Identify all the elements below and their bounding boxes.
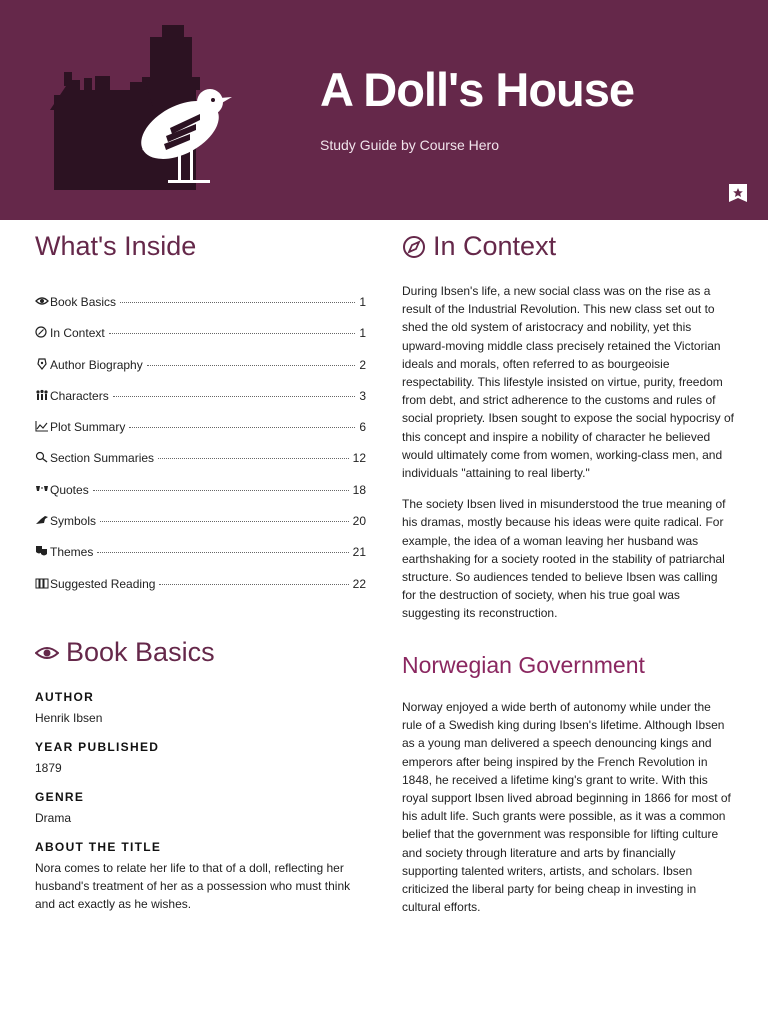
eye-icon bbox=[35, 295, 49, 307]
pen-nib-icon bbox=[35, 358, 49, 370]
toc-item-plot-summary[interactable] bbox=[35, 419, 366, 450]
document-subtitle: Study Guide by Course Hero bbox=[320, 137, 499, 153]
toc-item-symbols[interactable] bbox=[35, 513, 366, 544]
toc-label: Suggested Reading bbox=[50, 576, 156, 591]
toc-page-number: 6 bbox=[359, 420, 366, 435]
toc-leader bbox=[147, 365, 356, 366]
genre-label: GENRE bbox=[35, 790, 85, 804]
toc-label: Symbols bbox=[50, 514, 97, 529]
author-label: AUTHOR bbox=[35, 690, 95, 704]
toc-page-number: 18 bbox=[352, 482, 366, 497]
toc-leader bbox=[129, 427, 355, 428]
book-basics-title: Book Basics bbox=[66, 637, 215, 667]
year-published-value: 1879 bbox=[35, 761, 62, 775]
toc-page-number: 3 bbox=[359, 388, 366, 403]
compass-icon bbox=[402, 235, 426, 259]
toc-item-quotes[interactable] bbox=[35, 482, 366, 513]
toc-item-section-summaries[interactable] bbox=[35, 450, 366, 481]
norwegian-government-body bbox=[402, 698, 734, 929]
genre-value: Drama bbox=[35, 811, 72, 825]
toc-page-number: 21 bbox=[352, 545, 366, 560]
toc-leader bbox=[158, 458, 349, 459]
bird-icon bbox=[35, 514, 49, 526]
table-of-contents bbox=[35, 294, 366, 607]
norwegian-government-heading: Norwegian Government bbox=[402, 652, 645, 678]
toc-leader bbox=[100, 521, 349, 522]
toc-label: Book Basics bbox=[50, 295, 117, 309]
toc-page-number: 12 bbox=[352, 451, 366, 466]
norway-paragraph: Norway enjoyed a wide berth of autonomy while under the rule of a Swedish king during Ibsen's lifetime. Although Ibsen as a young man delivered a speech denouncing kings and emperors after being inspired by the French Revolution in 1848, he received a lifetime king's grant to write. With this royal support Ibsen lived abroad beginning in 1866 for most of his adult life. Such grants were possible, as it was a common belief that the government was responsible for lifting culture and society through literature and arts by financially supporting talented writers, artists, and scholars. Ibsen criticized the liberal party for being cheap in investing in cultural efforts. bbox=[402, 700, 731, 915]
toc-label: Section Summaries bbox=[50, 451, 155, 466]
about-title-label: ABOUT THE TITLE bbox=[35, 840, 162, 854]
toc-page-number: 2 bbox=[359, 357, 366, 372]
toc-page-number: 1 bbox=[359, 295, 366, 309]
chart-icon bbox=[35, 420, 49, 432]
document-title: A Doll's House bbox=[320, 63, 635, 116]
book-basics-list bbox=[35, 690, 365, 926]
toc-label: Quotes bbox=[50, 482, 89, 497]
toc-label: In Context bbox=[50, 326, 105, 341]
masks-icon bbox=[35, 545, 49, 557]
compass-icon bbox=[35, 326, 49, 338]
in-context-title: In Context bbox=[433, 231, 557, 261]
toc-page-number: 22 bbox=[352, 576, 366, 591]
course-hero-logo-icon bbox=[727, 182, 749, 204]
people-icon bbox=[35, 389, 49, 401]
whats-inside-heading: What's Inside bbox=[35, 231, 197, 261]
context-paragraph: The society Ibsen lived in misunderstood the true meaning of his dramas, mostly because his ideas were quite radical. For example, the idea of a woman leaving her husband was earthshaking for a society rooted in the stability of patriarchal structure. So audiences tended to believe Ibsen was calling for the destruction of society, when his true goal was suggesting its reconstruction. bbox=[402, 497, 726, 621]
toc-label: Themes bbox=[50, 545, 94, 560]
toc-leader bbox=[113, 396, 356, 397]
year-published-label: YEAR PUBLISHED bbox=[35, 740, 160, 754]
book-basics-heading bbox=[35, 637, 215, 668]
toc-leader bbox=[109, 333, 356, 334]
toc-item-in-context[interactable] bbox=[35, 325, 366, 356]
header-banner bbox=[0, 0, 768, 220]
toc-item-characters[interactable] bbox=[35, 388, 366, 419]
toc-item-suggested-reading[interactable] bbox=[35, 576, 366, 607]
toc-label: Characters bbox=[50, 388, 109, 403]
toc-leader bbox=[159, 584, 348, 585]
about-title-value: Nora comes to relate her life to that of a doll, reflecting her husband's treatment of her as a possession who must think and act exactly as he wishes. bbox=[35, 861, 351, 911]
magnifier-icon bbox=[35, 451, 49, 463]
toc-item-book-basics[interactable] bbox=[35, 294, 366, 325]
author-value: Henrik Ibsen bbox=[35, 711, 103, 725]
toc-leader bbox=[97, 552, 348, 553]
quote-icon bbox=[35, 483, 49, 495]
context-paragraph: During Ibsen's life, a new social class was on the rise as a result of the Industrial Revolution. This new class set out to shed the old system of aristocracy and nobility, yet this upward-moving middle class precisely retained the Victorian ideals and morals, often referred to as bourgeoisie respectability. This lifestyle insisted on virtue, purity, freedom from debt, and strict adherence to the customs and rules of social propriety. Ibsen sought to expose the social hypocrisy of this concept and inspire a nobility of character he believed would ultimately come from women, working-class men, and individuals "attaining to real liberty." bbox=[402, 284, 734, 481]
toc-leader bbox=[93, 490, 349, 491]
books-icon bbox=[35, 577, 49, 589]
toc-page-number: 20 bbox=[352, 514, 366, 529]
toc-leader bbox=[120, 302, 355, 303]
toc-label: Author Biography bbox=[50, 357, 143, 372]
toc-page-number: 1 bbox=[359, 326, 366, 341]
toc-item-author-biography[interactable] bbox=[35, 357, 366, 388]
eye-icon bbox=[35, 645, 59, 661]
toc-label: Plot Summary bbox=[50, 420, 126, 435]
in-context-heading bbox=[402, 231, 556, 262]
in-context-body bbox=[402, 282, 734, 636]
house-and-bird-illustration bbox=[50, 20, 240, 200]
toc-item-themes[interactable] bbox=[35, 544, 366, 575]
